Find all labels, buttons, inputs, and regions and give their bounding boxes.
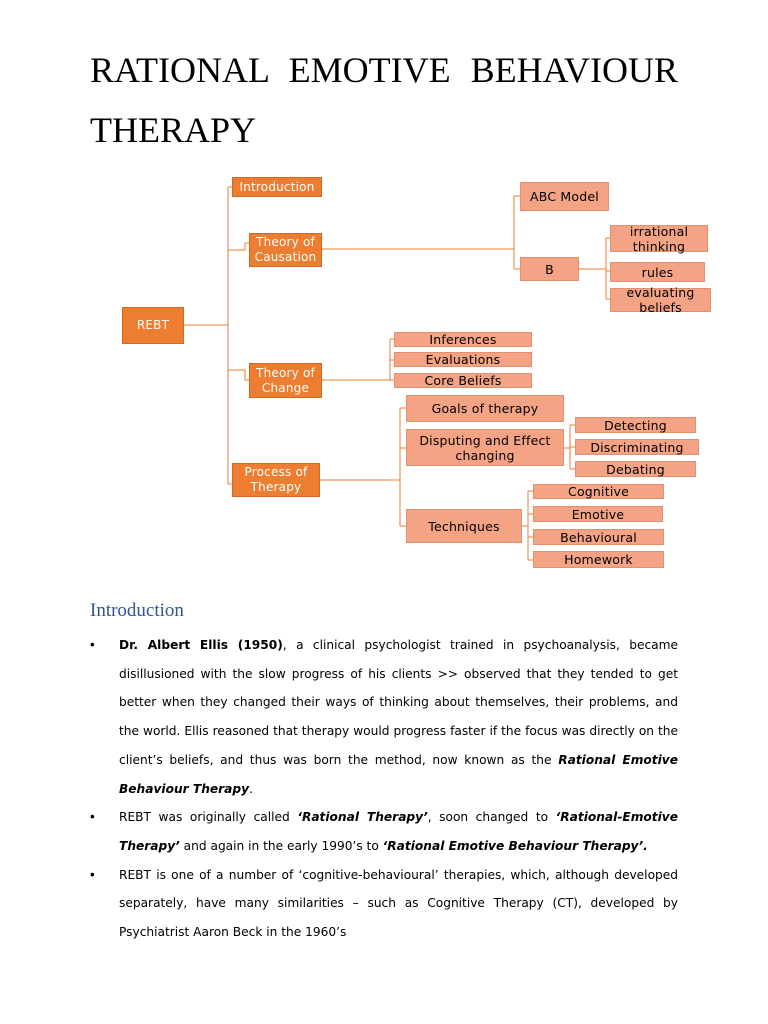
node-debating: Debating xyxy=(575,461,696,477)
node-goals-of-therapy: Goals of therapy xyxy=(406,395,564,422)
bullet-text: REBT is one of a number of ‘cognitive-behavioural’ therapies, which, although developed separately, have many similarities – such as Cognitive Therapy (CT), developed by Psychiatrist Aaron Beck in the 1960’s xyxy=(119,867,678,940)
bullet-item xyxy=(90,861,678,947)
node-emotive: Emotive xyxy=(533,506,663,522)
node-introduction: Introduction xyxy=(232,177,322,197)
bullet-text: Dr. Albert Ellis (1950), a clinical psychologist trained in psychoanalysis, became disillusioned with the slow progress of his clients >> observed that they tended to get better when they changed their ways of thinking about themselves, their problems, and the world. Ellis reasoned that therapy would progress faster if the focus was directly on the client’s beliefs, and thus was born the method, now known as the Rational Emotive Behaviour Therapy. xyxy=(119,638,678,796)
bullet-text: REBT was originally called ‘Rational Therapy’, soon changed to ‘Rational-Emotive Therapy’ and again in the early 1990’s to ‘Rational Emotive Behaviour Therapy’. xyxy=(119,810,678,853)
node-rebt: REBT xyxy=(122,307,184,344)
node-process-of-therapy: Process of Therapy xyxy=(232,463,320,497)
node-homework: Homework xyxy=(533,551,664,568)
node-discriminating: Discriminating xyxy=(575,439,699,455)
bullet-icon: • xyxy=(90,866,95,882)
node-detecting: Detecting xyxy=(575,417,696,433)
section-heading-introduction: Introduction xyxy=(90,600,184,621)
node-theory-of-causation: Theory of Causation xyxy=(249,233,322,267)
node-evaluations: Evaluations xyxy=(394,352,532,367)
introduction-bullets xyxy=(90,631,678,947)
page-title-line-1: RATIONAL EMOTIVE BEHAVIOUR xyxy=(90,50,678,90)
node-abc-model: ABC Model xyxy=(520,182,609,211)
node-b: B xyxy=(520,257,579,281)
node-irrational-thinking: irrational thinking xyxy=(610,225,708,252)
node-evaluating-beliefs: evaluating beliefs xyxy=(610,288,711,312)
bullet-item xyxy=(90,631,678,803)
node-techniques: Techniques xyxy=(406,509,522,543)
node-cognitive: Cognitive xyxy=(533,484,664,499)
node-inferences: Inferences xyxy=(394,332,532,347)
node-behavioural: Behavioural xyxy=(533,529,664,545)
bullet-icon: • xyxy=(90,637,95,652)
bullet-icon: • xyxy=(90,809,95,825)
bullet-item xyxy=(90,803,678,860)
node-rules: rules xyxy=(610,262,705,282)
page-title-line-2: THERAPY xyxy=(90,110,257,150)
node-theory-of-change: Theory of Change xyxy=(249,363,322,398)
node-disputing-and-effect-changing: Disputing and Effect changing xyxy=(406,429,564,466)
node-core-beliefs: Core Beliefs xyxy=(394,373,532,388)
rebt-mind-map xyxy=(0,170,768,580)
